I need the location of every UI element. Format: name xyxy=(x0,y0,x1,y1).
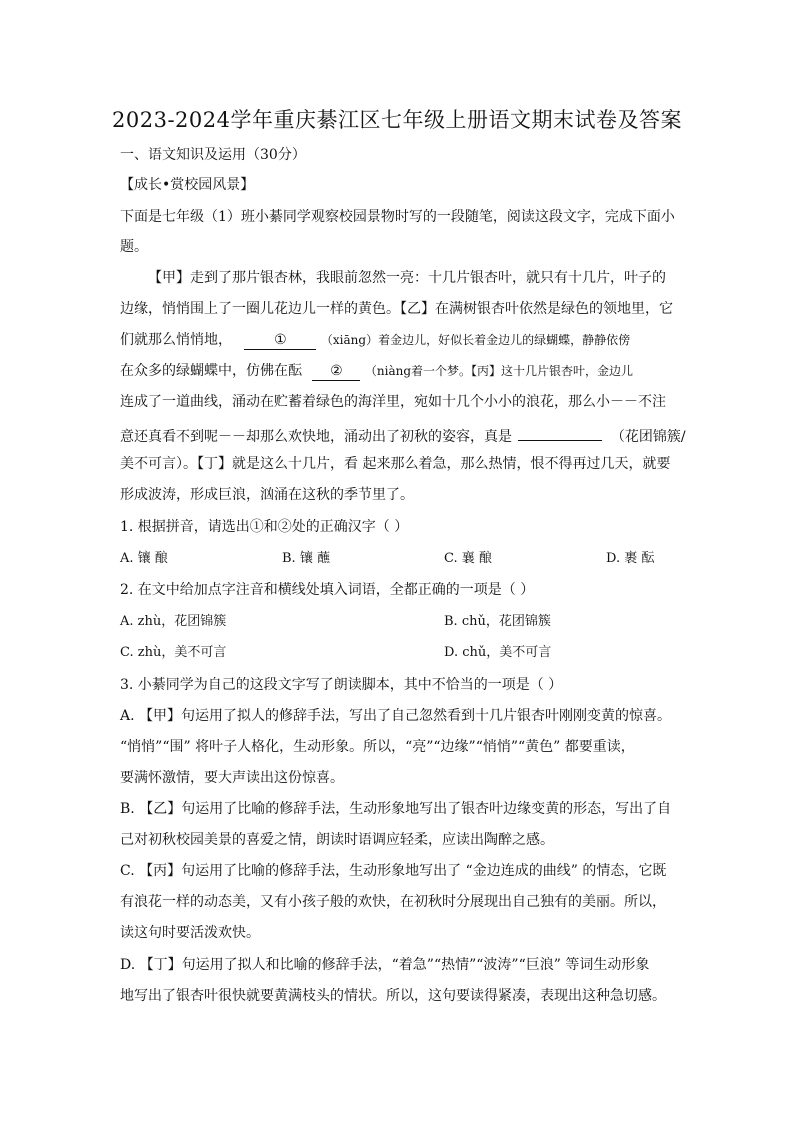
passage-line-4-start: 在众多的绿蝴蝶中，仿佛在酝 xyxy=(120,363,302,379)
passage-line-7: 美不可言）。【丁】就是这么十几片，看 起来那么着急，那么热情，恨不得再过几天，就要 xyxy=(120,456,671,472)
passage-line-2: 边缘，悄悄围上了一圈儿花边儿一样的黄色。【乙】在满树银杏叶依然是绿色的领地里，它 xyxy=(120,301,673,317)
q3-option-c-line-2: 有浪花一样的动态美，又有小孩子般的欢快，在初秋时分展现出自己独有的美丽。所以， xyxy=(120,894,666,910)
q1-option-b: B. 镶 蘸 xyxy=(282,551,330,566)
passage-line-8: 形成波涛，形成巨浪，汹涌在这秋的季节里了。 xyxy=(120,487,414,503)
section-heading: 一、语文知识及运用（30分） xyxy=(120,147,306,163)
question-1: 1. 根据拼音，请选出①和②处的正确汉字（ ） xyxy=(120,519,409,535)
passage-line-5: 连成了一道曲线，涌动在贮蓄着绿色的海洋里，宛如十几个小小的浪花，那么小－－不注 xyxy=(120,394,666,410)
q2-option-d: D. chǔ，美不可言 xyxy=(444,645,552,660)
q2-option-c: C. zhù，美不可言 xyxy=(120,645,227,660)
passage-line-6-start: 意还真看不到呢－－却那么欢快地，涌动出了初秋的姿容，真是 xyxy=(120,429,512,445)
blank-2: ② xyxy=(312,363,360,381)
q2-option-b: B. chǔ，花团锦簇 xyxy=(444,614,551,629)
subheading: 【成长•赏校园风景】 xyxy=(120,177,255,193)
passage-line-4 xyxy=(120,361,633,381)
q3-option-b-line-2: 己对初秋校园美景的喜爱之情，朗读时语调应轻柔，应读出陶醉之感。 xyxy=(120,832,554,848)
passage-line-3 xyxy=(120,330,630,350)
question-2: 2. 在文中给加点字注音和横线处填入词语，全都正确的一项是（ ） xyxy=(120,582,535,598)
question-3: 3. 小綦同学为自己的这段文字写了朗读脚本，其中不恰当的一项是（ ） xyxy=(120,677,563,693)
blank-3 xyxy=(518,423,602,441)
q1-option-c: C. 襄 酿 xyxy=(444,551,492,566)
passage-line-6-end: （花团锦簇/ xyxy=(610,429,686,445)
passage-line-4-end: （niàng着一个梦。【丙】这十几片银杏叶，金边儿 xyxy=(364,364,634,378)
page-title: 2023-2024学年重庆綦江区七年级上册语文期末试卷及答案 xyxy=(112,108,682,132)
q3-option-c-line-1: C. 【丙】句运用了比喻的修辞手法，生动形象地写出了 “金边连成的曲线” 的情态，它既 xyxy=(120,863,667,879)
q3-option-a-line-3: 要满怀激情，要大声读出这份惊喜。 xyxy=(120,770,344,786)
q1-option-a: A. 镶 酿 xyxy=(120,551,168,566)
passage-line-3-start: 们就那么悄悄地， xyxy=(120,332,232,348)
q2-option-a: A. zhù，花团锦簇 xyxy=(120,614,227,629)
q3-option-c-line-3: 读这句时要活泼欢快。 xyxy=(120,925,260,941)
q3-option-a-line-2: “悄悄”“围” 将叶子人格化，生动形象。所以，“亮”“边缘”“悄悄”“黄色” 都要重读， xyxy=(120,739,635,755)
passage-line-1: 【甲】走到了那片银杏林，我眼前忽然一亮：十几片银杏叶，就只有十几片，叶子的 xyxy=(148,270,666,286)
passage-line-3-end: （xiāng）着金边儿，好似长着金边儿的绿蝴蝶，静静依傍 xyxy=(320,333,631,347)
intro-line-2: 题。 xyxy=(120,239,148,255)
q3-option-d-line-1: D. 【丁】句运用了拟人和比喻的修辞手法，“着急”“热情”“波涛”“巨浪” 等词生动形象 xyxy=(120,957,650,973)
q3-option-b-line-1: B. 【乙】句运用了比喻的修辞手法，生动形象地写出了银杏叶边缘变黄的形态，写出了自 xyxy=(120,801,672,817)
q1-option-d: D. 裹 酝 xyxy=(606,551,655,566)
intro-line-1: 下面是七年级（1）班小綦同学观察校园景物时写的一段随笔，阅读这段文字，完成下面小 xyxy=(120,209,675,225)
blank-1: ① xyxy=(244,332,316,350)
passage-line-6 xyxy=(120,423,686,447)
q3-option-d-line-2: 地写出了银杏叶很快就要黄满枝头的情状。所以，这句要读得紧凑，表现出这种急切感。 xyxy=(120,988,666,1004)
q3-option-a-line-1: A. 【甲】句运用了拟人的修辞手法，写出了自己忽然看到十几片银杏叶刚刚变黄的惊喜。 xyxy=(120,708,672,724)
